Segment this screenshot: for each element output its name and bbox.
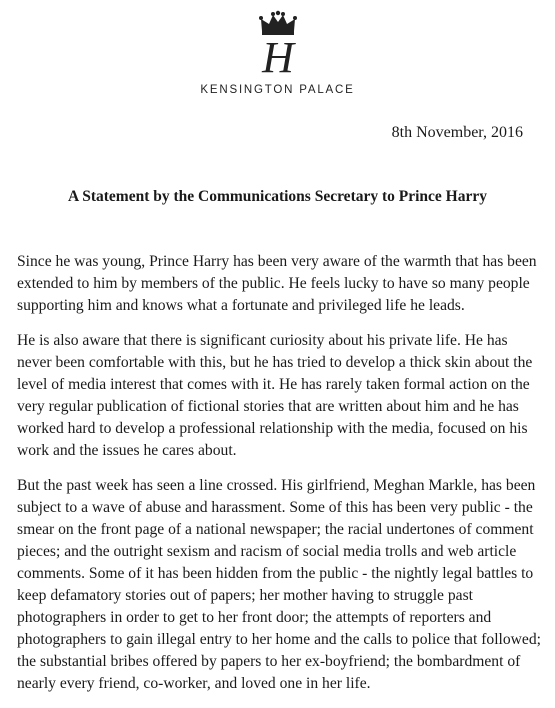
crown-icon [258,10,298,36]
paragraph: But the past week has seen a line crossed. His girlfriend, Meghan Markle, has been subject to a wave of abuse and harassment. Some of this has been very public - the smear on the front page of a national newspaper; the racial undertones of comment pieces; and the outright sexism and racism of social media trolls and web article comments. Some of it has been hidden from the public - the nightly legal battles to keep defamatory stories out of papers; her mother having to struggle past photographers in order to get to her front door; the attempts of reporters and photographers to gain illegal entry to her home and the calls to police that followed; the substantial bribes offered by papers to her ex-boyfriend; the bombardment of nearly every friend, co-worker, and loved one in her life. [17,477,541,692]
monogram-h [248,34,308,80]
svg-text:H: H [261,34,294,80]
paragraph: Since he was young, Prince Harry has been very aware of the warmth that has been extended to him by members of the public. He feels lucky to have so many people supporting him and knows what a fortunate and privileged life he leads. [17,253,537,314]
paragraph: He is also aware that there is significant curiosity about his private life. He has never been comfortable with this, but he has tried to develop a thick skin about the level of media interest that comes with it. He has rarely taken formal action on the very regular publication of fictional stories that are written about him and he has worked hard to develop a professional relationship with the media, focused on his work and the issues he cares about. [17,332,533,459]
statement-body [17,251,545,708]
letterhead [0,10,555,96]
organization-name: KENSINGTON PALACE [200,84,355,96]
statement-date: 8th November, 2016 [391,124,523,141]
statement-title: A Statement by the Communications Secretary to Prince Harry [68,188,487,205]
